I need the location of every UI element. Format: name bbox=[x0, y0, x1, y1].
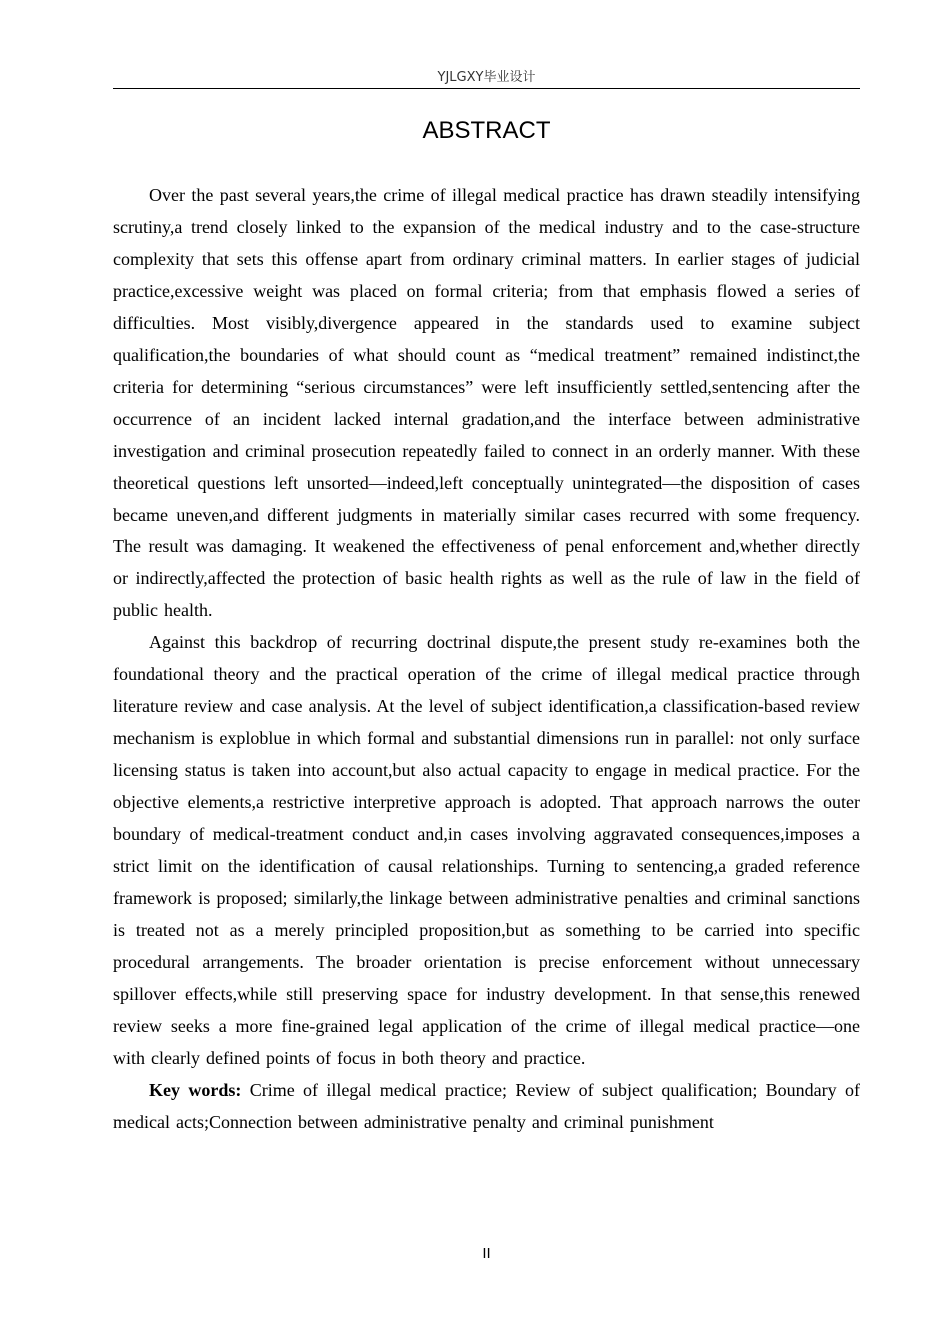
abstract-paragraph-1: Over the past several years,the crime of illegal medical practice has drawn steadily intensifying scrutiny,a trend closely linked to the expansion of the medical industry and to the case-structure complexity that sets this offense apart from ordinary criminal matters. In earlier stages of judicial practice,excessive weight was placed on formal criteria; from that emphasis flowed a series of difficulties. Most visibly,divergence appeared in the standards used to examine subject qualification,the boundaries of what should count as “medical treatment” remained indistinct,the criteria for determining “serious circumstances” were left insufficiently settled,sentencing after the occurrence of an incident lacked internal gradation,and the interface between administrative investigation and criminal prosecution repeatedly failed to connect in an orderly manner. With these theoretical questions left unsorted—indeed,left conceptually unintegrated—the disposition of cases became uneven,and different judgments in materially similar cases recurred with some frequency. The result was damaging. It weakened the effectiveness of penal enforcement and,whether directly or indirectly,affected the protection of basic health rights as well as the rule of law in the field of public health. bbox=[113, 185, 860, 621]
abstract-paragraph-2: Against this backdrop of recurring doctrinal dispute,the present study re-examines both the foundational theory and the practical operation of the crime of illegal medical practice through literature review and case analysis. At the level of subject identification,a classification-based review mechanism is exploblue in which formal and substantial dimensions run in parallel: not only surface licensing status is taken into account,but also actual capacity to engage in medical practice. For the objective elements,a restrictive interpretive approach is adopted. That approach narrows the outer boundary of medical-treatment conduct and,in cases involving aggravated consequences,imposes a strict limit on the identification of causal relationships. Turning to sentencing,a graded reference framework is proposed; similarly,the linkage between administrative penalties and criminal sanctions is treated not as a merely principled proposition,but as something to be carried into specific procedural arrangements. The broader orientation is precise enforcement without unnecessary spillover effects,while still preserving space for industry development. In that sense,this renewed review seeks a more fine-grained legal application of the crime of illegal medical practice—one with clearly defined points of focus in both theory and practice. bbox=[113, 632, 860, 1068]
abstract-body bbox=[113, 180, 860, 1139]
running-header: YJLGXY毕业设计 bbox=[437, 70, 536, 85]
header-rule bbox=[113, 88, 860, 89]
keywords-text: Crime of illegal medical practice; Review of subject qualification; Boundary of medical acts;Connection between administrative penalty and criminal punishment bbox=[113, 1079, 861, 1132]
keywords-label: Key words: bbox=[149, 1079, 242, 1100]
keywords-line bbox=[113, 1075, 860, 1139]
page-number: II bbox=[482, 1245, 491, 1262]
abstract-title: ABSTRACT bbox=[422, 117, 551, 144]
